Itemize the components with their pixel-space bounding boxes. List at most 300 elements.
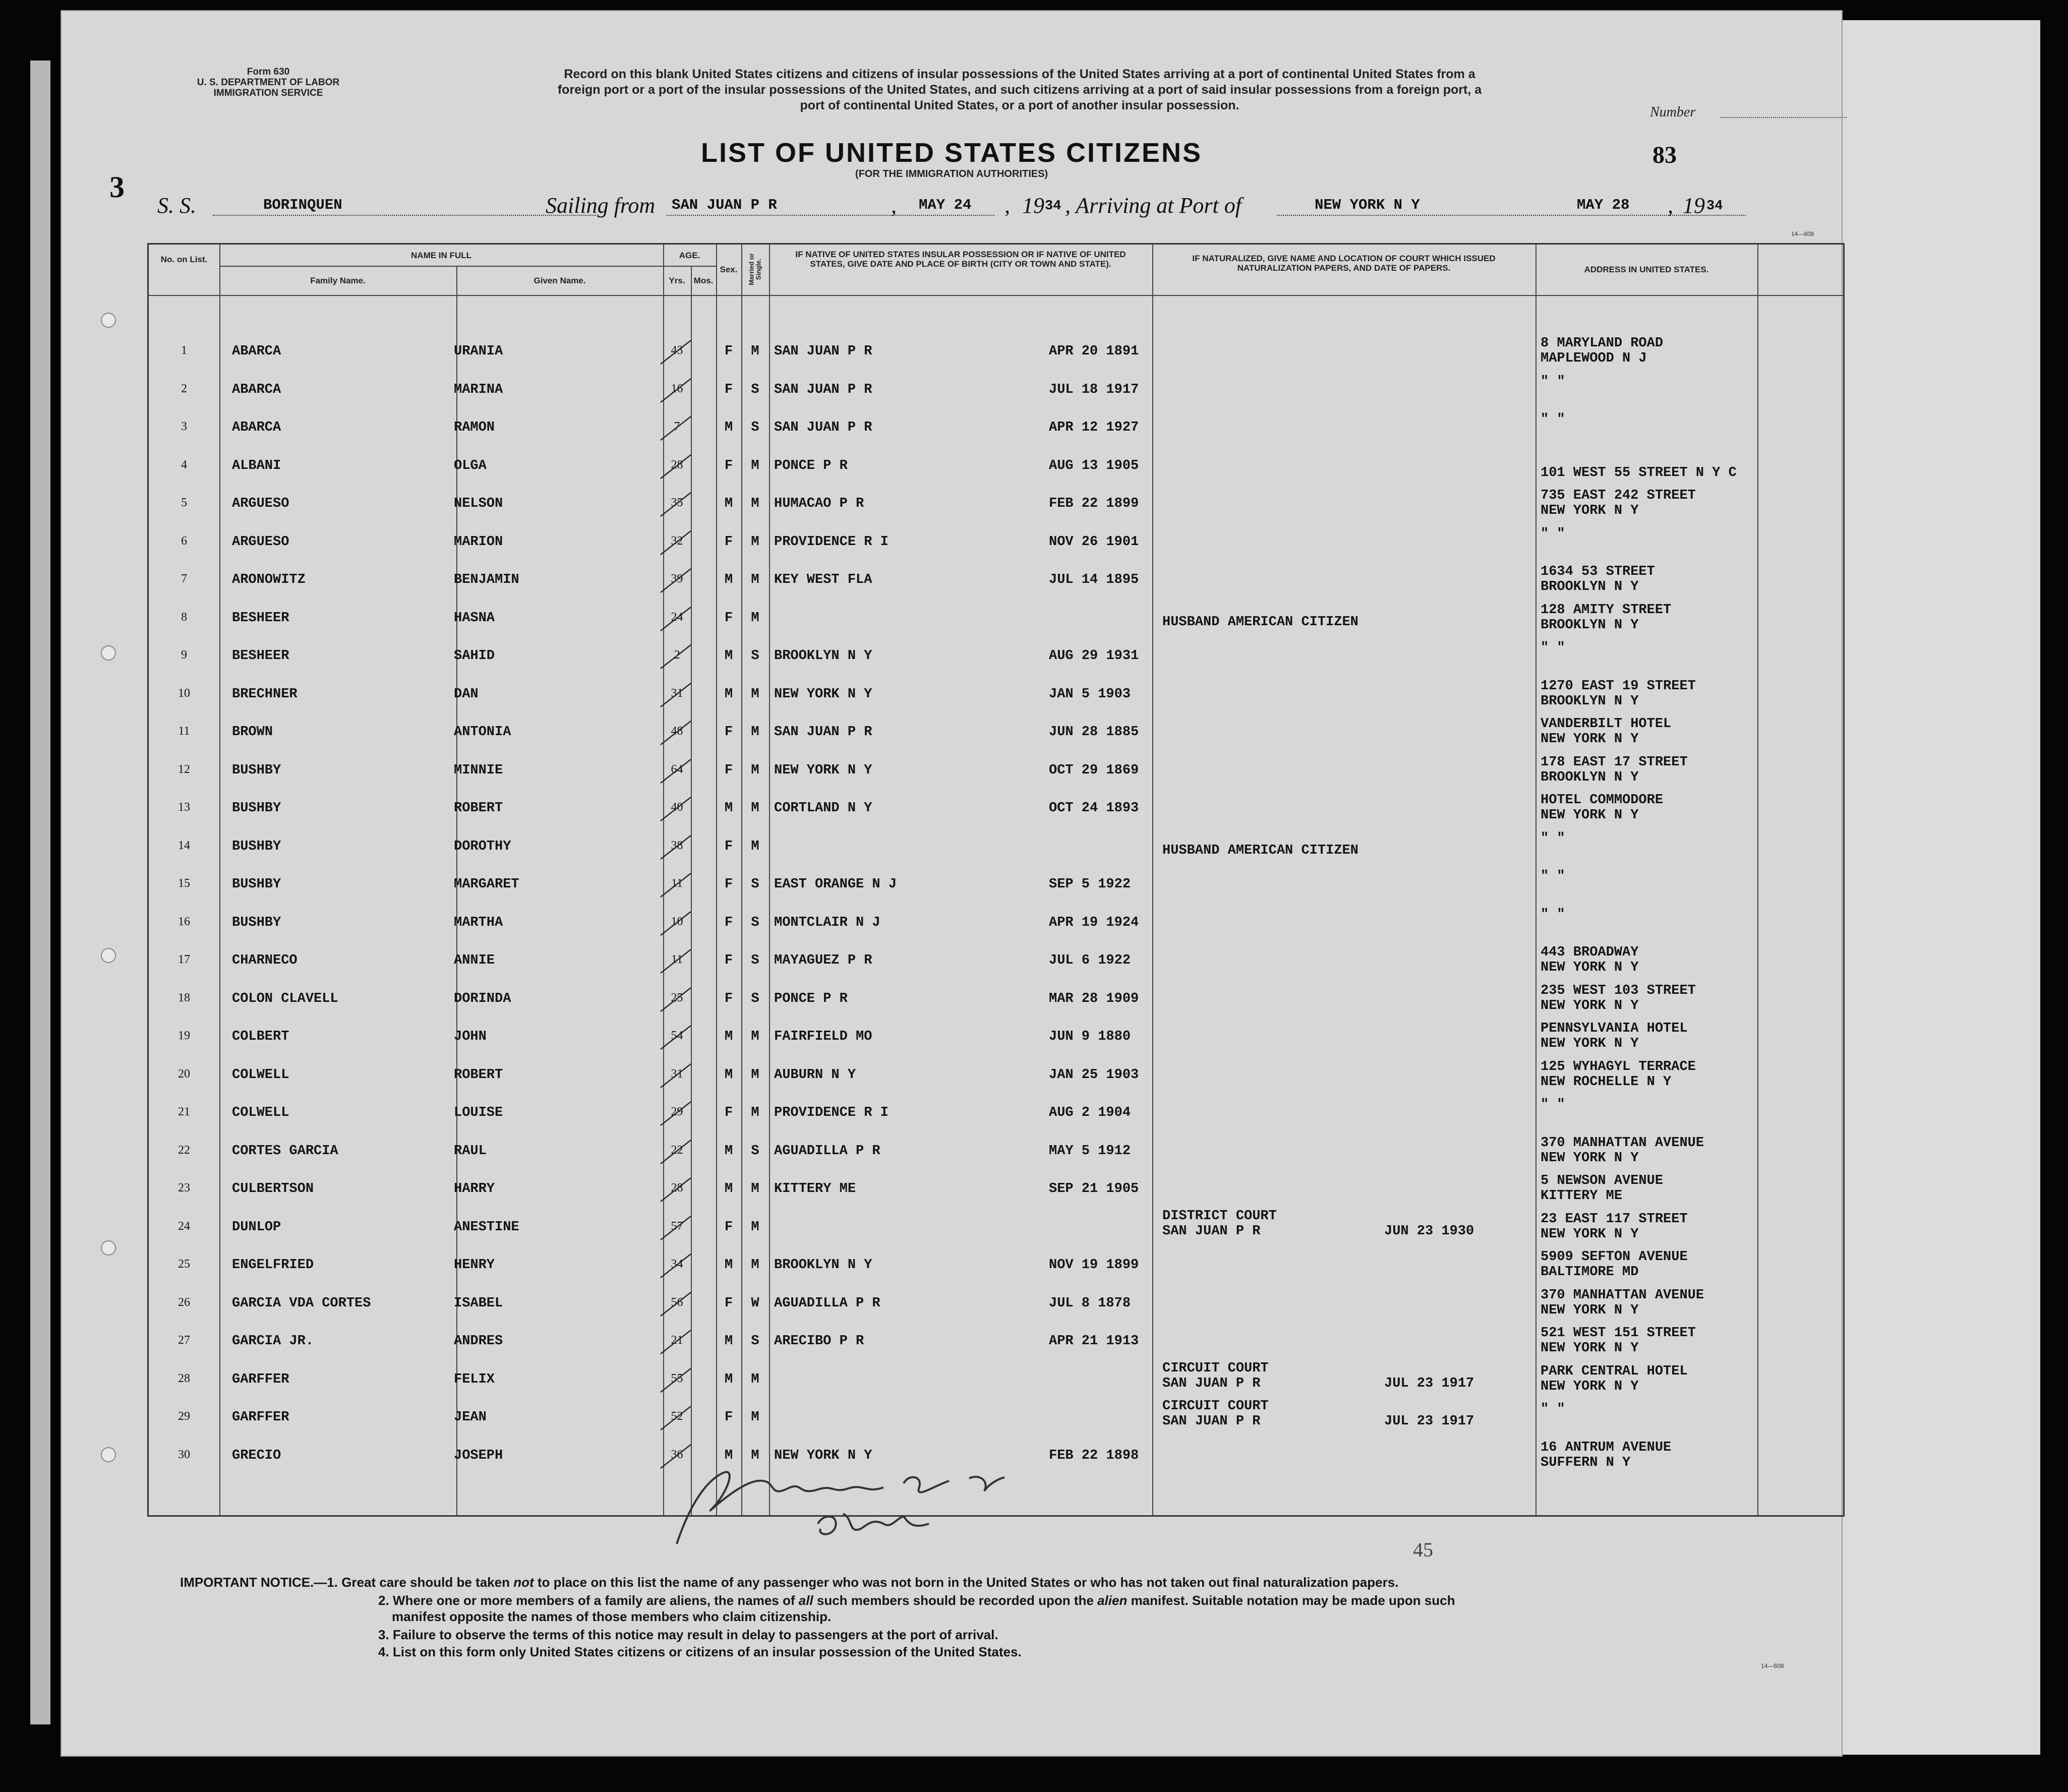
check-mark xyxy=(656,1366,696,1394)
given-name: ANNIE xyxy=(454,953,495,968)
address-line-2: NEW YORK N Y xyxy=(1541,998,1639,1013)
family-name: COLWELL xyxy=(232,1105,289,1120)
address-line-2: NEW YORK N Y xyxy=(1541,1226,1639,1242)
marital-status: M xyxy=(751,534,759,550)
age-years: 22 xyxy=(671,1143,683,1157)
sex: M xyxy=(724,1371,733,1387)
arriving-label: , Arriving at Port of xyxy=(1065,193,1242,218)
sex: M xyxy=(724,496,733,511)
check-mark xyxy=(656,909,696,937)
court-location: HUSBAND AMERICAN CITIZEN xyxy=(1162,614,1358,630)
age-years: 28 xyxy=(671,458,683,471)
given-name: ANTONIA xyxy=(454,725,511,740)
from-port: SAN JUAN P R xyxy=(672,197,777,213)
family-name: ABARCA xyxy=(232,420,281,435)
binder-hole xyxy=(101,1447,116,1462)
family-name: GARFFER xyxy=(232,1410,289,1425)
court-name: DISTRICT COURT xyxy=(1162,1208,1277,1224)
birth-date: APR 20 1891 xyxy=(1049,344,1139,359)
birth-place: PONCE P R xyxy=(774,458,848,473)
passenger-table xyxy=(147,243,1845,1517)
table-row xyxy=(149,942,1843,980)
address-line-1: 5909 SEFTON AVENUE xyxy=(1541,1249,1688,1265)
birth-date: NOV 19 1899 xyxy=(1049,1258,1139,1273)
marital-status: M xyxy=(751,725,759,740)
birth-place: AUBURN N Y xyxy=(774,1067,856,1083)
age-years: 39 xyxy=(671,572,683,585)
row-number: 20 xyxy=(178,1067,190,1081)
notice-text: 4. List on this form only United States citizens or citizens of an insular possession of the United States. xyxy=(378,1644,1022,1659)
age-years: 64 xyxy=(671,762,683,776)
inspector-signature xyxy=(667,1453,1070,1554)
check-mark xyxy=(656,1023,696,1051)
age-years: 21 xyxy=(671,1334,683,1347)
sex: F xyxy=(724,991,733,1006)
marital-status: M xyxy=(751,839,759,854)
row-number: 23 xyxy=(178,1181,190,1194)
address-line-1: 5 NEWSON AVENUE xyxy=(1541,1173,1664,1188)
age-years: 32 xyxy=(671,534,683,548)
address-line-2: 101 WEST 55 STREET N Y C xyxy=(1541,465,1737,481)
to-date: MAY 28 xyxy=(1577,197,1630,213)
row-number: 19 xyxy=(178,1029,190,1042)
number-label: Number xyxy=(1650,104,1696,120)
address-line-1: 735 EAST 242 STREET xyxy=(1541,488,1696,503)
family-name: BROWN xyxy=(232,725,273,740)
ship-dotline xyxy=(213,215,596,216)
table-row xyxy=(149,752,1843,790)
given-name: ANESTINE xyxy=(454,1219,519,1235)
marital-status: M xyxy=(751,572,759,587)
table-row xyxy=(149,1209,1843,1246)
header-married: Married or Single. xyxy=(747,253,762,285)
row-number: 2 xyxy=(181,382,187,395)
age-years: 57 xyxy=(671,1219,683,1233)
notice-text: such members should be recorded upon the xyxy=(813,1593,1098,1608)
voyage-line: S. S. BORINQUEN Sailing from SAN JUAN P R , MAY 24 , 19 34 , Arriving at Port of NEW YORK N Y MAY 28 , 19 34 xyxy=(62,193,1842,223)
check-mark xyxy=(656,1404,696,1431)
address-line-1: 178 EAST 17 STREET xyxy=(1541,754,1688,770)
birth-date: OCT 29 1869 xyxy=(1049,762,1139,778)
row-number: 16 xyxy=(178,915,190,928)
row-number: 29 xyxy=(178,1410,190,1423)
birth-date: NOV 26 1901 xyxy=(1049,534,1139,550)
check-mark xyxy=(656,1251,696,1279)
age-years: 7 xyxy=(674,420,680,433)
birth-place: SAN JUAN P R xyxy=(774,344,872,359)
address-line-2: BROOKLYN N Y xyxy=(1541,769,1639,785)
address-line-2: NEW YORK N Y xyxy=(1541,1379,1639,1394)
address-line-2: KITTERY ME xyxy=(1541,1188,1623,1204)
address-line-1: " " xyxy=(1541,374,1565,389)
address-line-1: " " xyxy=(1541,830,1565,846)
given-name: ROBERT xyxy=(454,801,503,816)
row-number: 13 xyxy=(178,801,190,814)
family-name: DUNLOP xyxy=(232,1219,281,1235)
birth-date: AUG 2 1904 xyxy=(1049,1105,1131,1120)
address-line-1: 1634 53 STREET xyxy=(1541,564,1655,579)
table-row xyxy=(149,828,1843,866)
table-row xyxy=(149,1361,1843,1399)
address-line-2: BROOKLYN N Y xyxy=(1541,693,1639,709)
row-number: 25 xyxy=(178,1258,190,1271)
birth-place: KEY WEST FLA xyxy=(774,572,872,587)
from-date: MAY 24 xyxy=(919,197,972,213)
address-line-1: " " xyxy=(1541,1097,1565,1112)
address-line-1: VANDERBILT HOTEL xyxy=(1541,716,1672,732)
given-name: RAUL xyxy=(454,1143,487,1159)
check-mark xyxy=(656,1175,696,1203)
sex: F xyxy=(724,1105,733,1120)
court-location: SAN JUAN P R xyxy=(1162,1414,1261,1429)
check-mark xyxy=(656,642,696,670)
table-row xyxy=(149,485,1843,523)
marital-status: S xyxy=(751,382,759,397)
row-number: 14 xyxy=(178,839,190,852)
address-line-2: SUFFERN N Y xyxy=(1541,1455,1631,1470)
sailing-label: Sailing from xyxy=(546,193,656,218)
instruction-line: Record on this blank United States citizens and citizens of insular possessions of the United States arriving at a port of continental United States from a xyxy=(564,67,1475,81)
given-name: MARINA xyxy=(454,382,503,397)
table-row xyxy=(149,1018,1843,1056)
age-years: 16 xyxy=(671,382,683,395)
header-mos: Mos. xyxy=(693,276,714,285)
notice-text: all xyxy=(798,1593,813,1608)
form-number: Form 630 xyxy=(247,67,290,77)
check-mark xyxy=(656,947,696,975)
naturalization-date: JUN 23 1930 xyxy=(1384,1223,1474,1239)
birth-place: NEW YORK N Y xyxy=(774,686,872,702)
marital-status: M xyxy=(751,458,759,473)
age-years: 35 xyxy=(671,496,683,509)
given-name: MARTHA xyxy=(454,915,503,930)
address-line-1: 443 BROADWAY xyxy=(1541,945,1639,960)
family-name: GARCIA VDA CORTES xyxy=(232,1295,371,1311)
header-sex: Sex. xyxy=(720,265,738,274)
table-row xyxy=(149,333,1843,371)
age-years: 54 xyxy=(671,1029,683,1042)
naturalization-date: JUL 23 1917 xyxy=(1384,1414,1474,1429)
address-line-2: BROOKLYN N Y xyxy=(1541,617,1639,633)
check-mark xyxy=(656,795,696,822)
family-name: CORTES GARCIA xyxy=(232,1143,338,1159)
sex: F xyxy=(724,344,733,359)
court-location: SAN JUAN P R xyxy=(1162,1223,1261,1239)
to-year: 34 xyxy=(1706,199,1723,214)
page-subtitle: (FOR THE IMMIGRATION AUTHORITIES) xyxy=(855,168,1048,180)
marital-status: M xyxy=(751,1105,759,1120)
birth-place: KITTERY ME xyxy=(774,1181,856,1197)
given-name: LOUISE xyxy=(454,1105,503,1120)
check-mark xyxy=(656,985,696,1013)
table-row xyxy=(149,600,1843,637)
sex: M xyxy=(724,1029,733,1044)
birth-place: MONTCLAIR N J xyxy=(774,915,880,930)
birth-date: FEB 22 1899 xyxy=(1049,496,1139,511)
age-years: 34 xyxy=(671,1258,683,1271)
address-line-2: NEW YORK N Y xyxy=(1541,1341,1639,1356)
to-year-prefix: 19 xyxy=(1683,193,1705,218)
row-number: 15 xyxy=(178,877,190,890)
address-line-2: MAPLEWOOD N J xyxy=(1541,351,1647,366)
age-years: 10 xyxy=(671,915,683,928)
sex: F xyxy=(724,877,733,892)
address-line-1: 125 WYHAGYL TERRACE xyxy=(1541,1059,1696,1074)
given-name: JEAN xyxy=(454,1410,487,1425)
given-name: DOROTHY xyxy=(454,839,511,854)
sex: F xyxy=(724,839,733,854)
page-edge xyxy=(30,61,50,1724)
address-line-1: " " xyxy=(1541,869,1565,884)
check-mark xyxy=(656,1214,696,1241)
form-identification xyxy=(142,67,394,98)
from-dotline xyxy=(667,215,994,216)
ship-name: BORINQUEN xyxy=(263,197,342,213)
sex: M xyxy=(724,1067,733,1083)
row-number: 30 xyxy=(178,1448,190,1461)
check-mark xyxy=(656,528,696,556)
table-row xyxy=(149,561,1843,599)
age-years: 29 xyxy=(671,1105,683,1118)
family-name: ARGUESO xyxy=(232,496,289,511)
address-line-2: NEW YORK N Y xyxy=(1541,503,1639,518)
from-year: 34 xyxy=(1045,199,1061,214)
to-port: NEW YORK N Y xyxy=(1315,197,1420,213)
header-name-in-full: NAME IN FULL xyxy=(411,251,471,260)
given-name: HENRY xyxy=(454,1258,495,1273)
table-row xyxy=(149,866,1843,904)
marital-status: S xyxy=(751,1143,759,1159)
sex: M xyxy=(724,801,733,816)
family-name: BRECHNER xyxy=(232,686,298,702)
sex: F xyxy=(724,1410,733,1425)
check-mark xyxy=(656,719,696,746)
birth-place: AGUADILLA P R xyxy=(774,1143,880,1159)
birth-place: ARECIBO P R xyxy=(774,1334,864,1349)
table-row xyxy=(149,790,1843,827)
birth-date: JAN 5 1903 xyxy=(1049,686,1131,702)
family-name: BESHEER xyxy=(232,648,289,664)
address-line-1: 23 EAST 117 STREET xyxy=(1541,1211,1688,1227)
family-name: GRECIO xyxy=(232,1448,281,1463)
given-name: OLGA xyxy=(454,458,487,473)
notice-heading: IMPORTANT NOTICE.— xyxy=(180,1575,327,1590)
row-number: 10 xyxy=(178,686,190,700)
marital-status: S xyxy=(751,420,759,435)
check-mark xyxy=(656,566,696,594)
family-name: BUSHBY xyxy=(232,762,281,778)
given-name: NELSON xyxy=(454,496,503,511)
sex: M xyxy=(724,572,733,587)
marital-status: M xyxy=(751,496,759,511)
sex: M xyxy=(724,1181,733,1197)
age-years: 48 xyxy=(671,725,683,738)
department: U. S. DEPARTMENT OF LABOR xyxy=(197,77,340,88)
address-line-2: NEW ROCHELLE N Y xyxy=(1541,1074,1672,1090)
sex: F xyxy=(724,915,733,930)
birth-place: CORTLAND N Y xyxy=(774,801,872,816)
row-number: 11 xyxy=(178,725,190,738)
family-name: COLON CLAVELL xyxy=(232,991,338,1006)
marital-status: S xyxy=(751,915,759,930)
address-line-1: " " xyxy=(1541,1402,1565,1417)
age-years: 38 xyxy=(671,839,683,852)
age-years: 52 xyxy=(671,1410,683,1423)
court-location: HUSBAND AMERICAN CITIZEN xyxy=(1162,843,1358,858)
row-number: 26 xyxy=(178,1295,190,1309)
family-name: COLBERT xyxy=(232,1029,289,1044)
birth-date: OCT 24 1893 xyxy=(1049,801,1139,816)
birth-place: NEW YORK N Y xyxy=(774,762,872,778)
check-mark xyxy=(656,1138,696,1165)
birth-date: SEP 21 1905 xyxy=(1049,1181,1139,1197)
notice-text: 3. Failure to observe the terms of this notice may result in delay to passengers at the port of arrival. xyxy=(378,1627,998,1642)
table-row xyxy=(149,1285,1843,1323)
given-name: JOHN xyxy=(454,1029,487,1044)
table-row xyxy=(149,980,1843,1018)
given-name: ROBERT xyxy=(454,1067,503,1083)
birth-place: BROOKLYN N Y xyxy=(774,1258,872,1273)
birth-date: SEP 5 1922 xyxy=(1049,877,1131,892)
family-name: ARGUESO xyxy=(232,534,289,550)
family-name: COLWELL xyxy=(232,1067,289,1083)
given-name: MINNIE xyxy=(454,762,503,778)
header-given: Given Name. xyxy=(534,276,586,285)
birth-place: NEW YORK N Y xyxy=(774,1448,872,1463)
address-line-1: 370 MANHATTAN AVENUE xyxy=(1541,1135,1704,1151)
given-name: JOSEPH xyxy=(454,1448,503,1463)
address-line-1: 16 ANTRUM AVENUE xyxy=(1541,1440,1672,1455)
stamp-number: 45 xyxy=(1413,1538,1433,1561)
sheet-number: 83 xyxy=(1652,142,1677,168)
check-mark xyxy=(656,871,696,899)
binder-hole xyxy=(101,313,116,328)
family-name: CULBERTSON xyxy=(232,1181,314,1197)
marital-status: M xyxy=(751,1410,759,1425)
age-years: 28 xyxy=(671,1181,683,1194)
table-row xyxy=(149,904,1843,942)
address-line-1: PARK CENTRAL HOTEL xyxy=(1541,1363,1688,1379)
sex: M xyxy=(724,1334,733,1349)
sex: F xyxy=(724,1219,733,1235)
row-number: 5 xyxy=(181,496,187,509)
given-name: HARRY xyxy=(454,1181,495,1197)
check-mark xyxy=(656,1328,696,1355)
row-number: 8 xyxy=(181,610,187,624)
row-number: 28 xyxy=(178,1371,190,1385)
age-years: 31 xyxy=(671,686,683,700)
form-code-top: 14—608 xyxy=(1791,230,1814,237)
address-line-2: NEW YORK N Y xyxy=(1541,732,1639,747)
birth-date: APR 19 1924 xyxy=(1049,915,1139,930)
row-number: 4 xyxy=(181,458,187,471)
check-mark xyxy=(656,605,696,632)
marital-status: S xyxy=(751,991,759,1006)
table-row xyxy=(149,409,1843,447)
address-line-2: NEW YORK N Y xyxy=(1541,808,1639,823)
family-name: BESHEER xyxy=(232,610,289,626)
age-years: 2 xyxy=(674,648,680,662)
address-line-1: 521 WEST 151 STREET xyxy=(1541,1326,1696,1341)
address-line-2: NEW YORK N Y xyxy=(1541,960,1639,975)
birth-date: AUG 13 1905 xyxy=(1049,458,1139,473)
notice-text: to place on this list the name of any passenger who was not born in the United States or who has not taken out final naturalization papers. xyxy=(534,1575,1399,1590)
birth-place: AGUADILLA P R xyxy=(774,1295,880,1311)
given-name: MARGARET xyxy=(454,877,519,892)
check-mark xyxy=(656,376,696,404)
page-title: LIST OF UNITED STATES CITIZENS xyxy=(701,138,1202,168)
row-number: 6 xyxy=(181,534,187,548)
table-row xyxy=(149,1246,1843,1284)
address-line-1: 235 WEST 103 STREET xyxy=(1541,983,1696,998)
check-mark xyxy=(656,1290,696,1318)
birth-place: SAN JUAN P R xyxy=(774,382,872,397)
notice-text: manifest. Suitable notation may be made upon such xyxy=(1127,1593,1455,1608)
marital-status: M xyxy=(751,762,759,778)
check-mark xyxy=(656,414,696,442)
family-name: ABARCA xyxy=(232,382,281,397)
family-name: GARCIA JR. xyxy=(232,1334,314,1349)
table-row xyxy=(149,447,1843,485)
address-line-1: PENNSYLVANIA HOTEL xyxy=(1541,1021,1688,1036)
birth-date: MAY 5 1912 xyxy=(1049,1143,1131,1159)
birth-place: MAYAGUEZ P R xyxy=(774,953,872,968)
table-row xyxy=(149,1132,1843,1170)
birth-date: JUL 18 1917 xyxy=(1049,382,1139,397)
notice-text: alien xyxy=(1097,1593,1128,1608)
row-number: 1 xyxy=(181,344,187,357)
birth-date: JUL 6 1922 xyxy=(1049,953,1131,968)
check-mark xyxy=(656,681,696,708)
age-years: 25 xyxy=(671,991,683,1004)
header-address: ADDRESS IN UNITED STATES. xyxy=(1584,265,1709,274)
address-line-1: HOTEL COMMODORE xyxy=(1541,793,1664,808)
check-mark xyxy=(656,1061,696,1089)
header-no: No. on List. xyxy=(160,255,208,264)
family-name: GARFFER xyxy=(232,1371,289,1387)
given-name: FELIX xyxy=(454,1371,495,1387)
marital-status: M xyxy=(751,344,759,359)
sex: F xyxy=(724,382,733,397)
given-name: RAMON xyxy=(454,420,495,435)
header-family: Family Name. xyxy=(310,276,366,285)
sex: M xyxy=(724,1448,733,1463)
sex: F xyxy=(724,1295,733,1311)
sex: F xyxy=(724,534,733,550)
table-row xyxy=(149,1323,1843,1360)
address-line-2: NEW YORK N Y xyxy=(1541,1302,1639,1318)
birth-place: HUMACAO P R xyxy=(774,496,864,511)
marital-status: S xyxy=(751,648,759,664)
row-number: 12 xyxy=(178,762,190,776)
check-mark xyxy=(656,452,696,480)
address-line-1: " " xyxy=(1541,907,1565,922)
sex: F xyxy=(724,458,733,473)
table-row xyxy=(149,676,1843,713)
marital-status: M xyxy=(751,1029,759,1044)
address-line-1: " " xyxy=(1541,526,1565,542)
address-line-1: 128 AMITY STREET xyxy=(1541,602,1672,618)
given-name: ANDRES xyxy=(454,1334,503,1349)
given-name: SAHID xyxy=(454,648,495,664)
from-year-prefix: 19 xyxy=(1022,193,1044,218)
family-name: BUSHBY xyxy=(232,801,281,816)
birth-date: JUL 8 1878 xyxy=(1049,1295,1131,1311)
table-row xyxy=(149,637,1843,675)
sex: M xyxy=(724,1143,733,1159)
form-code-bottom: 14—608 xyxy=(1761,1662,1784,1669)
court-location: SAN JUAN P R xyxy=(1162,1376,1261,1391)
